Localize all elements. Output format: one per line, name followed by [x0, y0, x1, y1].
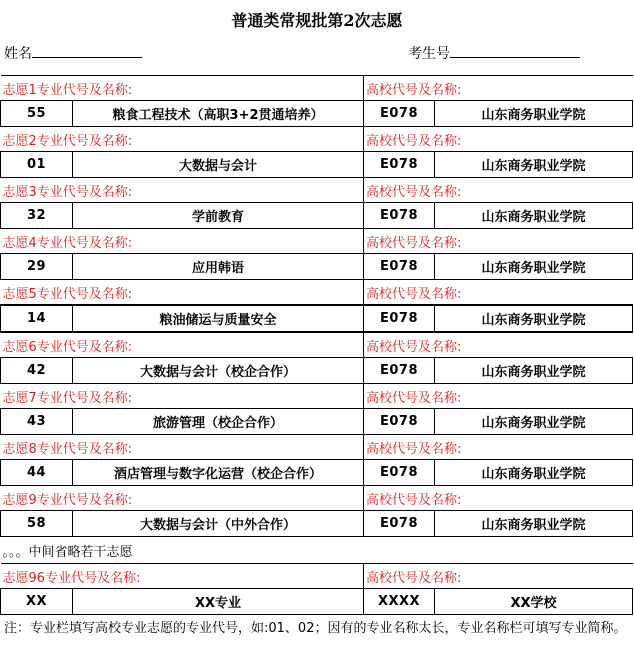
footnote: 注：专业栏填写高校专业志愿的专业代号，如:01、02；因有的专业名称太长，专业名称栏可填写专业简称。	[4, 621, 627, 636]
major-header-prefix: 志愿	[2, 390, 29, 406]
choice-value-row	[1, 254, 633, 280]
school-name-cell[interactable]: 山东商务职业学院	[435, 101, 633, 127]
choice-number: 96	[28, 570, 46, 586]
major-name-cell[interactable]: 粮食工程技术（高职3+2贯通培养）	[73, 101, 364, 127]
major-header-label	[1, 564, 364, 589]
choice-value-row	[1, 511, 633, 537]
choice-value-row	[1, 460, 633, 486]
major-header-suffix: 专业代号及名称:	[36, 492, 133, 508]
choice-number: 2	[28, 133, 37, 149]
major-name-cell[interactable]: XX专业	[73, 589, 364, 615]
choice-header-row	[1, 229, 633, 254]
major-header-prefix: 志愿	[2, 133, 29, 149]
choice-number: 6	[28, 339, 37, 355]
choice-number: 1	[28, 82, 37, 98]
choice-value-row	[1, 101, 633, 127]
major-header-label	[1, 384, 364, 409]
school-name-cell[interactable]: 山东商务职业学院	[435, 460, 633, 486]
school-header-label: 高校代号及名称:	[364, 486, 633, 511]
major-header-label	[1, 332, 364, 358]
major-header-prefix: 志愿	[2, 492, 29, 508]
school-header-label: 高校代号及名称:	[364, 280, 633, 306]
school-code-cell[interactable]: E078	[364, 511, 435, 537]
major-name-cell[interactable]: 大数据与会计（中外合作）	[73, 511, 364, 537]
exam-number-blank-line[interactable]	[450, 43, 580, 58]
school-header-label: 高校代号及名称:	[364, 435, 633, 460]
name-field	[4, 43, 142, 63]
major-header-label	[1, 127, 364, 152]
major-code-cell[interactable]: 29	[1, 254, 73, 280]
school-header-label: 高校代号及名称:	[364, 127, 633, 152]
major-name-cell[interactable]: 粮油储运与质量安全	[73, 305, 364, 332]
major-header-label	[1, 178, 364, 203]
school-code-cell[interactable]: E078	[364, 152, 435, 178]
major-header-prefix: 志愿	[2, 82, 29, 98]
choice-number: 8	[28, 441, 37, 457]
major-code-cell[interactable]: 43	[1, 409, 73, 435]
school-code-cell[interactable]: E078	[364, 254, 435, 280]
choice-header-row	[1, 332, 633, 358]
school-code-cell[interactable]: E078	[364, 460, 435, 486]
major-header-label	[1, 229, 364, 254]
major-header-suffix: 专业代号及名称:	[36, 286, 133, 302]
name-blank-line[interactable]	[32, 43, 142, 58]
school-code-cell[interactable]: E078	[364, 409, 435, 435]
major-header-suffix: 专业代号及名称:	[36, 390, 133, 406]
major-header-suffix: 专业代号及名称:	[36, 235, 133, 251]
major-code-cell[interactable]: 44	[1, 460, 73, 486]
choice-number: 4	[28, 235, 37, 251]
major-code-cell[interactable]: XX	[1, 589, 73, 615]
major-header-suffix: 专业代号及名称:	[36, 339, 133, 355]
school-name-cell[interactable]: 山东商务职业学院	[435, 511, 633, 537]
exam-number-label: 考生号	[408, 46, 450, 62]
school-name-cell[interactable]: 山东商务职业学院	[435, 203, 633, 229]
major-header-prefix: 志愿	[2, 570, 29, 586]
major-header-prefix: 志愿	[2, 339, 29, 355]
major-name-cell[interactable]: 大数据与会计	[73, 152, 364, 178]
major-header-label	[1, 76, 364, 101]
choice-header-row	[1, 435, 633, 460]
choice-header-row	[1, 76, 633, 101]
school-code-cell[interactable]: E078	[364, 203, 435, 229]
school-name-cell[interactable]: XX学校	[435, 589, 633, 615]
major-header-prefix: 志愿	[2, 235, 29, 251]
major-header-suffix: 专业代号及名称:	[36, 441, 133, 457]
school-name-cell[interactable]: 山东商务职业学院	[435, 305, 633, 332]
major-code-cell[interactable]: 42	[1, 358, 73, 384]
major-header-label	[1, 280, 364, 306]
school-code-cell[interactable]: E078	[364, 305, 435, 332]
major-code-cell[interactable]: 01	[1, 152, 73, 178]
choice-value-row	[1, 409, 633, 435]
choice-number: 5	[28, 286, 37, 302]
choice-header-row	[1, 486, 633, 511]
major-code-cell[interactable]: 58	[1, 511, 73, 537]
omitted-row	[1, 537, 633, 564]
school-header-label: 高校代号及名称:	[364, 229, 633, 254]
choice-header-row	[1, 178, 633, 203]
major-name-cell[interactable]: 旅游管理（校企合作）	[73, 409, 364, 435]
school-code-cell[interactable]: XXXX	[364, 589, 435, 615]
choice-header-row	[1, 384, 633, 409]
school-name-cell[interactable]: 山东商务职业学院	[435, 409, 633, 435]
major-header-label	[1, 486, 364, 511]
school-header-label: 高校代号及名称:	[364, 332, 633, 358]
major-code-cell[interactable]: 14	[1, 305, 73, 332]
major-code-cell[interactable]: 32	[1, 203, 73, 229]
choice-number: 7	[28, 390, 37, 406]
choices-table	[0, 75, 633, 615]
choice-header-row	[1, 280, 633, 306]
choice-number: 3	[28, 184, 37, 200]
school-name-cell[interactable]: 山东商务职业学院	[435, 358, 633, 384]
school-header-label: 高校代号及名称:	[364, 384, 633, 409]
omitted-text: 。。。中间省略若干志愿	[1, 537, 633, 564]
major-header-suffix: 专业代号及名称:	[36, 184, 133, 200]
major-name-cell[interactable]: 应用韩语	[73, 254, 364, 280]
major-name-cell[interactable]: 酒店管理与数字化运营（校企合作）	[73, 460, 364, 486]
school-code-cell[interactable]: E078	[364, 101, 435, 127]
choice-value-row	[1, 589, 633, 615]
exam-number-field	[408, 43, 580, 63]
choice-value-row	[1, 305, 633, 332]
choice-header-row	[1, 564, 633, 589]
choice-header-row	[1, 127, 633, 152]
choice-value-row	[1, 152, 633, 178]
major-header-prefix: 志愿	[2, 286, 29, 302]
school-code-cell[interactable]: E078	[364, 358, 435, 384]
school-header-label: 高校代号及名称:	[364, 178, 633, 203]
school-header-label: 高校代号及名称:	[364, 76, 633, 101]
school-header-label: 高校代号及名称:	[364, 564, 633, 589]
major-header-prefix: 志愿	[2, 184, 29, 200]
major-header-suffix: 专业代号及名称:	[45, 570, 141, 586]
major-header-suffix: 专业代号及名称:	[36, 82, 133, 98]
major-code-cell[interactable]: 55	[1, 101, 73, 127]
major-header-suffix: 专业代号及名称:	[36, 133, 133, 149]
form-title: 普通类常规批第2次志愿	[231, 11, 403, 30]
choice-number: 9	[28, 492, 37, 508]
major-name-cell[interactable]: 学前教育	[73, 203, 364, 229]
school-name-cell[interactable]: 山东商务职业学院	[435, 152, 633, 178]
name-label: 姓名	[4, 46, 32, 62]
major-header-label	[1, 435, 364, 460]
major-header-prefix: 志愿	[2, 441, 29, 457]
major-name-cell[interactable]: 大数据与会计（校企合作）	[73, 358, 364, 384]
school-name-cell[interactable]: 山东商务职业学院	[435, 254, 633, 280]
choice-value-row	[1, 358, 633, 384]
choice-value-row	[1, 203, 633, 229]
